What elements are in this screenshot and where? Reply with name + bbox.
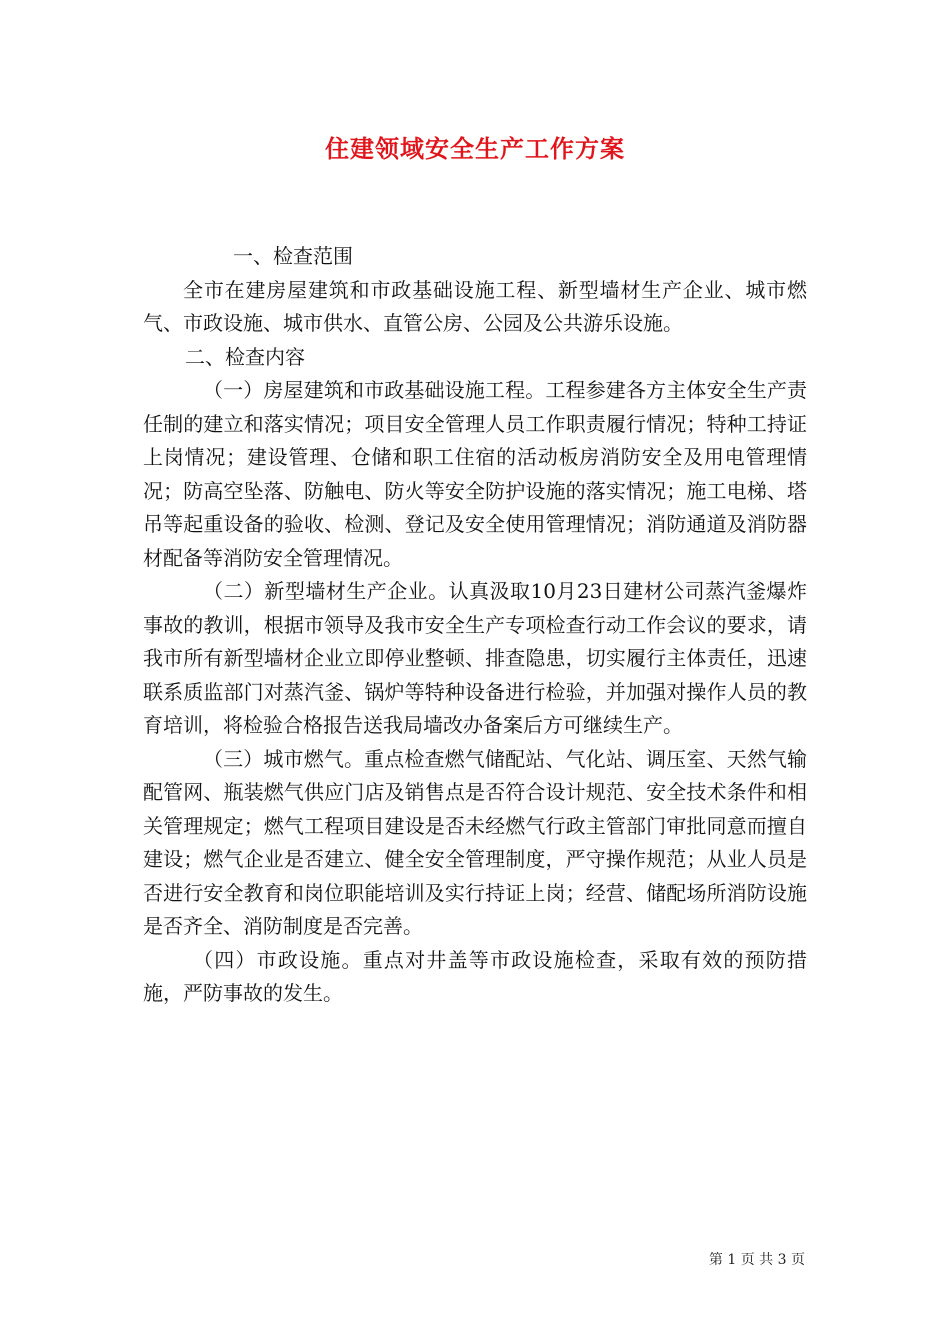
paragraph-item-1: （一）房屋建筑和市政基础设施工程。工程参建各方主体安全生产责任制的建立和落实情况；项目安全管理人员工作职责履行情况；特种工持证上岗情况；建设管理、仓储和职工住宿的活动板房消防安全及用电管理情况；防高空坠落、防触电、防火等安全防护设施的落实情况；施工电梯、塔吊等起重设备的验收、检测、登记及安全使用管理情况；消防通道及消防器材配备等消防安全管理情况。	[143, 378, 807, 570]
document-title: 住建领域安全生产工作方案	[325, 134, 625, 163]
paragraph-item-2: （二）新型墙材生产企业。认真汲取10月23日建材公司蒸汽釜爆炸事故的教训，根据市领导及我市安全生产专项检查行动工作会议的要求，请我市所有新型墙材企业立即停业整顿、排查隐患，切实履行主体责任，迅速联系质监部门对蒸汽釜、锅炉等特种设备进行检验，并加强对操作人员的教育培训，将检验合格报告送我局墙改办备案后方可继续生产。	[143, 579, 807, 737]
paragraph-scope: 全市在建房屋建筑和市政基础设施工程、新型墙材生产企业、城市燃气、市政设施、城市供水、直管公房、公园及公共游乐设施。	[143, 277, 807, 335]
section-heading-scope: 一、检查范围	[233, 244, 353, 268]
section-heading-content: 二、检查内容	[185, 344, 305, 369]
page-number: 第 1 页 共 3 页	[708, 1252, 805, 1268]
paragraph-item-4: （四）市政设施。重点对井盖等市政设施检查，采取有效的预防措施，严防事故的发生。	[143, 947, 807, 1005]
paragraph-item-3: （三）城市燃气。重点检查燃气储配站、气化站、调压室、天然气输配管网、瓶装燃气供应门店及销售点是否符合设计规范、安全技术条件和相关管理规定；燃气工程项目建设是否未经燃气行政主管部门审批同意而擅自建设；燃气企业是否建立、健全安全管理制度，严守操作规范；从业人员是否进行安全教育和岗位职能培训及实行持证上岗；经营、储配场所消防设施是否齐全、消防制度是否完善。	[143, 746, 807, 938]
document-body	[143, 240, 807, 1011]
